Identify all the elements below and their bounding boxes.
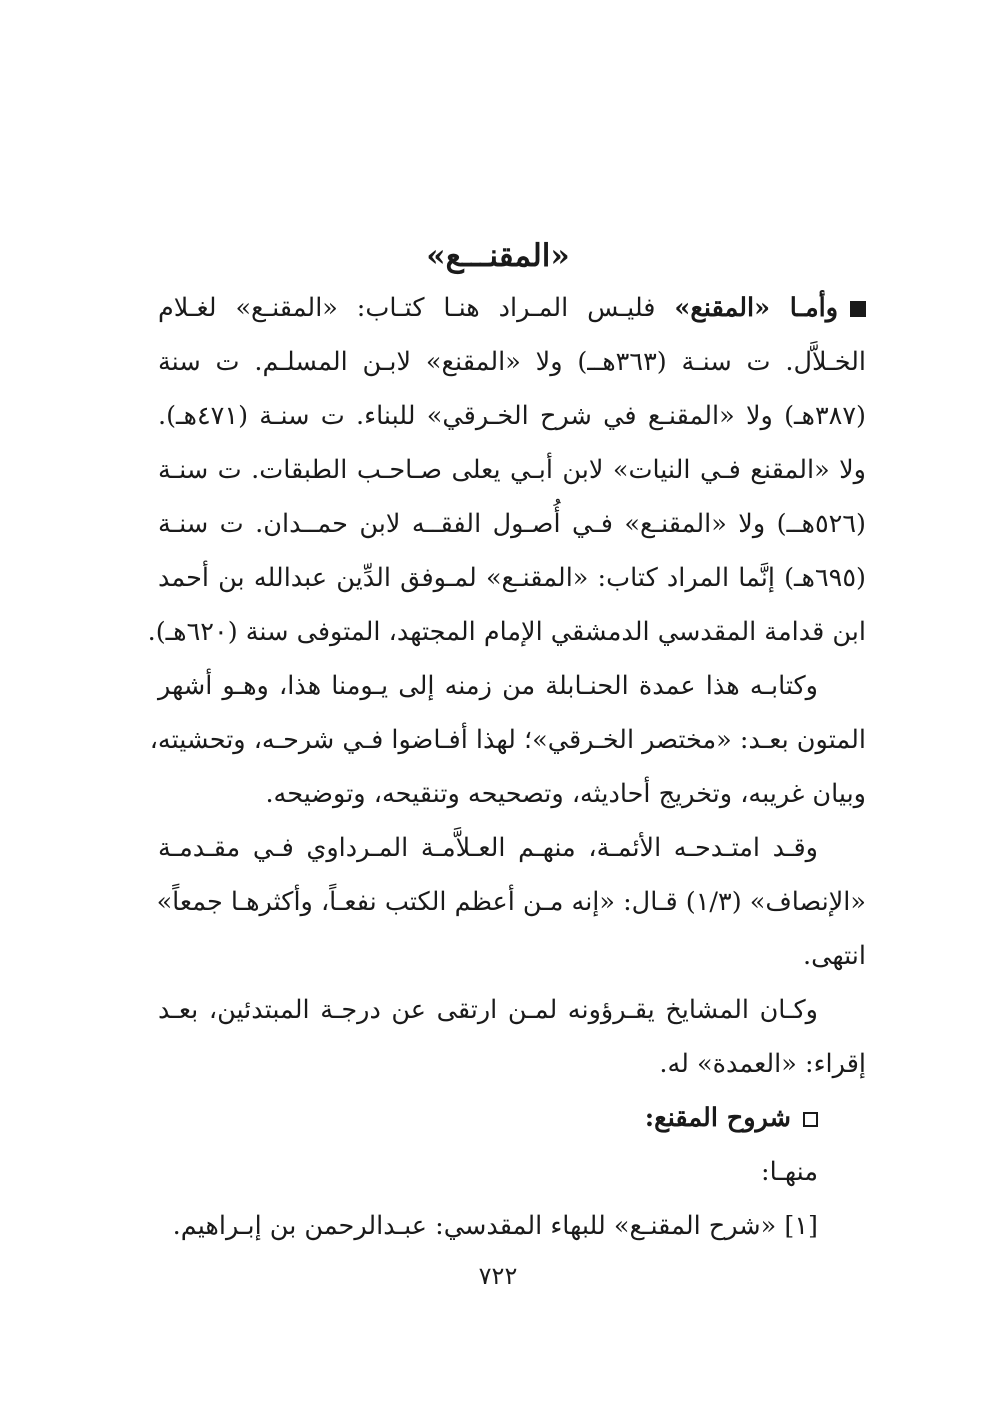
page-number: ٧٢٢ — [478, 1262, 518, 1290]
square-bullet-icon — [850, 301, 866, 317]
section-subheading: منهـا: — [761, 1157, 818, 1187]
paragraph-4-line-2: إقراء: «العمدة» له. — [659, 1049, 866, 1079]
paragraph-1-line-2: الخـلاَّل. ت سنـة (٣٦٣هــ) ولا «المقنع» لابـن المسلـم. ت سنة — [158, 347, 867, 377]
main-text — [147, 281, 867, 1253]
paragraph-1-line-4: ولا «المقنع فـي النيات» لابن أبـي يعلى صـاحـب الطبقات. ت سنـة — [158, 455, 866, 485]
paragraph-1-line-5: (٥٢٦هــ) ولا «المقنـع» فـي أُصـول الفقــه لابن حمــدان. ت سنـة — [158, 509, 866, 539]
paragraph-3-line-1: وقـد امتـدحـه الأئمـة، منهـم العـلاَّمـة المـرداوي فـي مقـدمـة — [158, 833, 818, 863]
paragraph-1-line-1: وأمـا «المقنع» فليـس المـراد هنـا كتـاب: «المقنـع» لغـلام — [158, 281, 866, 335]
paragraph-2-line-3: وبيان غريبه، وتخريج أحاديثه، وتصحيحه وتنقيحه، وتوضيحه. — [265, 779, 866, 809]
paragraph-1-line-3: (٣٨٧هـ) ولا «المقنـع في شرح الخـرقي» للبناء. ت سنـة (٤٧١هـ). — [158, 401, 866, 431]
section-heading: شروح المقنع: — [158, 1091, 866, 1145]
paragraph-1-lead: وأمـا «المقنع» — [674, 293, 839, 323]
paragraph-3-line-2: «الإنصاف» (١/٣) قـال: «إنه مـن أعظم الكتب نفعـاً، وأكثرهـا جمعاً» — [156, 887, 866, 917]
page-title: «المقنـــع» — [426, 238, 570, 274]
paragraph-4-line-1: وكـان المشايخ يقـرؤونه لمـن ارتقى عن درجـة المبتدئين، بعـد — [158, 995, 818, 1025]
paragraph-2-line-1: وكتابـه هذا عمدة الحنـابلة من زمنه إلى يـومنا هذا، وهـو أشهر — [158, 671, 818, 701]
paragraph-1-line-6: (٦٩٥هـ) إنَّما المراد كتاب: «المقنـع» لمـوفق الدِّين عبدالله بن أحمد — [158, 563, 866, 593]
paragraph-2-line-2: المتون بعـد: «مختصر الخـرقي»؛ لهذا أفـاضوا فـي شرحـه، وتحشيته، — [149, 725, 866, 755]
list-item-1: [١] «شرح المقنـع» للبهاء المقدسي: عبـدالرحمن بن إبـراهيم. — [172, 1211, 818, 1241]
paragraph-3-line-3: انتهى. — [803, 941, 866, 971]
paragraph-1-line-7: ابن قدامة المقدسي الدمشقي الإمام المجتهد، المتوفى سنة (٦٢٠هـ). — [147, 617, 866, 647]
hollow-square-icon — [803, 1112, 818, 1127]
